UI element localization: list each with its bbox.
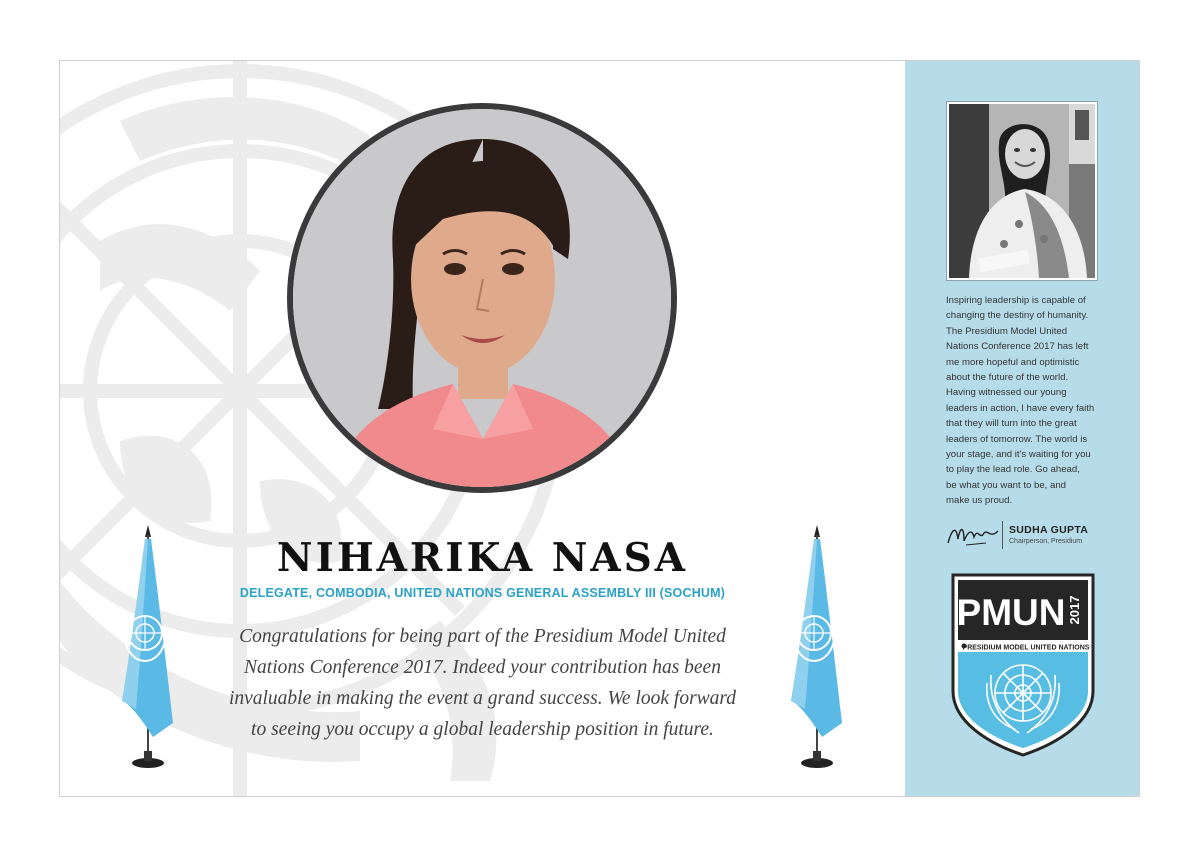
message-line: Congratulations for being part of the Presidium Model United	[239, 626, 726, 647]
un-flag-icon	[787, 523, 847, 773]
badge-year-text: 2017	[1067, 595, 1082, 625]
quote-line: to play the lead role. Go ahead,	[946, 464, 1080, 476]
delegate-photo-frame	[287, 103, 677, 493]
quote-line: be what you want to be, and	[946, 479, 1067, 491]
delegate-name: NIHARIKA NASA	[276, 535, 689, 581]
quote-line: changing the destiny of humanity.	[946, 310, 1089, 322]
congratulations-message	[200, 621, 765, 745]
quote-line: make us proud.	[946, 495, 1013, 507]
un-flag-icon	[118, 523, 178, 773]
delegate-photo	[293, 109, 671, 487]
quote-line: Nations Conference 2017 has left	[946, 341, 1089, 353]
signature-block	[946, 519, 1126, 551]
quote-line: leaders of tomorrow. The world is	[946, 433, 1088, 445]
quote-line: your stage, and it's waiting for you	[946, 449, 1091, 461]
chairperson-quote	[946, 293, 1106, 509]
badge-tagline: PRESIDIUM MODEL UNITED NATIONS	[962, 644, 1090, 652]
pmun-badge-logo	[949, 571, 1097, 757]
quote-line: leaders in action, I have every faith	[946, 402, 1095, 414]
certificate	[59, 60, 1140, 797]
chairperson-sidebar	[905, 61, 1140, 797]
message-line: to seeing you occupy a global leadership position in future.	[251, 719, 714, 740]
signer-name: SUDHA GUPTA	[1009, 524, 1089, 536]
chairperson-photo	[946, 101, 1098, 281]
signer-title: Chairperson, Presidium	[1009, 538, 1083, 545]
quote-line: The Presidium Model United	[946, 325, 1068, 337]
quote-line: about the future of the world.	[946, 372, 1069, 384]
quote-line: that they will turn into the great	[946, 418, 1077, 430]
message-line: Nations Conference 2017. Indeed your contribution has been	[244, 657, 721, 678]
signature-divider	[1002, 521, 1003, 549]
quote-line: me more hopeful and optimistic	[946, 356, 1080, 368]
quote-line: Having witnessed our young	[946, 387, 1067, 399]
badge-main-text: PMUN	[956, 592, 1066, 633]
delegate-role: DELEGATE, COMBODIA, UNITED NATIONS GENERAL ASSEMBLY III (SOCHUM)	[239, 586, 726, 600]
message-line: invaluable in making the event a grand success. We look forward	[228, 688, 737, 709]
signature-icon	[946, 521, 1000, 549]
quote-line: Inspiring leadership is capable of	[946, 295, 1086, 306]
